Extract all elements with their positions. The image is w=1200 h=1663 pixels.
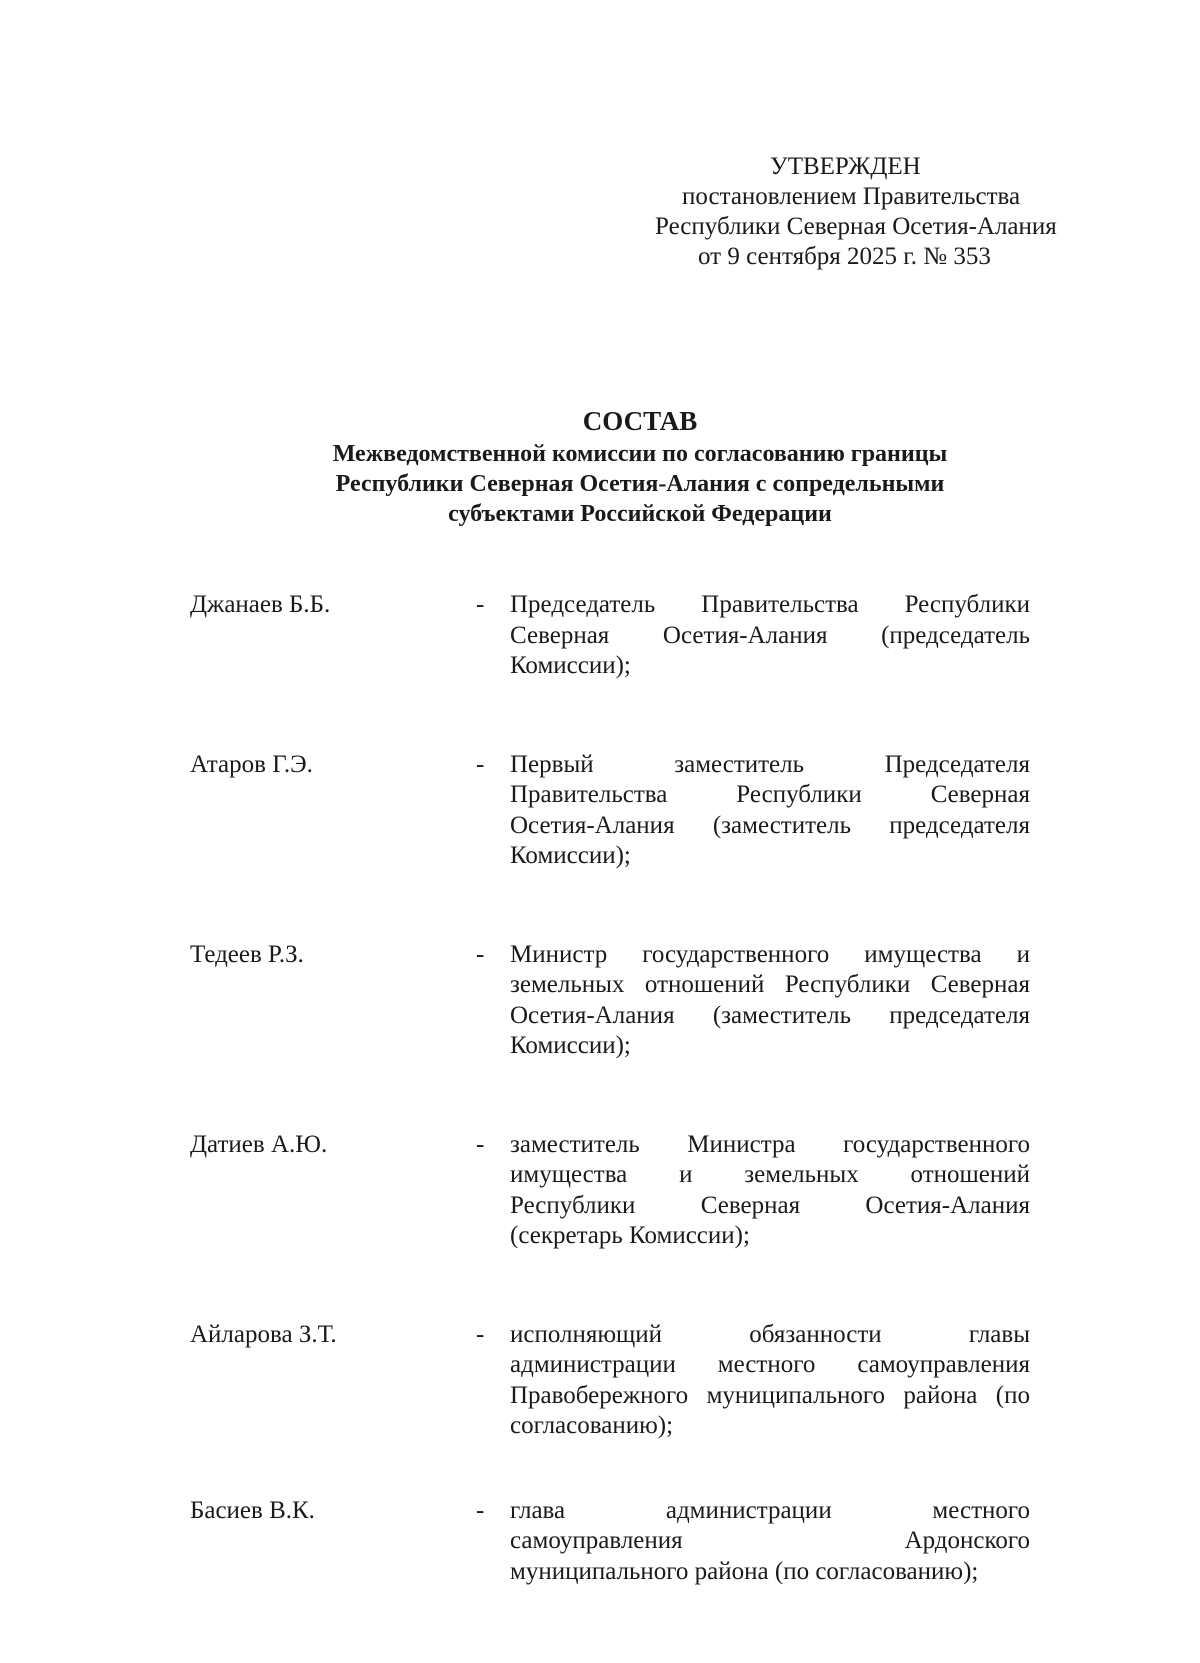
document-heading — [200, 405, 1080, 529]
member-description — [510, 750, 1030, 872]
description-line: Северная Осетия-Алания (председатель — [510, 621, 1030, 649]
member-dash: - — [476, 1320, 485, 1348]
description-line: Комиссии); — [510, 1032, 631, 1059]
description-line: Комиссии); — [510, 652, 631, 679]
description-line: муниципального района (по согласованию); — [510, 1557, 979, 1585]
description-line: Республики Северная Осетия-Алания — [510, 1191, 1030, 1219]
member-description — [510, 1496, 1030, 1588]
approval-line-date: от 9 сентября 2025 г. № 353 — [698, 243, 991, 270]
description-line: администрации местного самоуправления — [510, 1351, 1030, 1378]
member-name: Айларова З.Т. — [190, 1320, 337, 1348]
member-name: Атаров Г.Э. — [190, 750, 313, 778]
subtitle-line: Межведомственной комиссии по согласованию границы — [332, 441, 948, 467]
member-name: Джанаев Б.Б. — [190, 591, 331, 618]
approval-line-decree: постановлением Правительства — [682, 183, 1021, 210]
description-line: земельных отношений Республики Северная — [510, 971, 1030, 998]
member-name: Басиев В.К. — [190, 1496, 315, 1524]
member-description — [510, 940, 1030, 1062]
member-entry — [190, 1320, 1090, 1442]
approval-line-republic: Республики Северная Осетия-Алания — [655, 213, 1057, 240]
description-line: Осетия-Алания (заместитель председателя — [510, 811, 1030, 839]
description-line: Председатель Правительства Республики — [510, 591, 1030, 618]
description-line: исполняющий обязанности главы — [510, 1320, 1030, 1348]
member-entry — [190, 940, 1090, 1062]
description-line: Правобережного муниципального района (по — [510, 1381, 1030, 1409]
member-description — [510, 590, 1030, 682]
description-line: согласованию); — [510, 1412, 674, 1439]
description-line: глава администрации местного — [510, 1496, 1030, 1524]
member-dash: - — [476, 1130, 485, 1158]
description-line: имущества и земельных отношений — [510, 1161, 1030, 1188]
member-dash: - — [476, 1496, 485, 1524]
description-line: Министр государственного имущества и — [510, 940, 1030, 968]
member-entry — [190, 590, 1090, 682]
document-subtitle — [200, 439, 1080, 529]
approval-title: УТВЕРЖДЕН — [770, 153, 921, 180]
member-description — [510, 1320, 1030, 1442]
member-description — [510, 1130, 1030, 1252]
description-line: Осетия-Алания (заместитель председателя — [510, 1001, 1030, 1029]
document-title: СОСТАВ — [582, 406, 698, 436]
description-line: Комиссии); — [510, 842, 631, 869]
description-line: самоуправления Ардонского — [510, 1527, 1030, 1554]
subtitle-line: Республики Северная Осетия-Алания с сопредельными — [335, 471, 945, 497]
member-entry — [190, 1496, 1090, 1588]
member-dash: - — [476, 591, 485, 618]
members-list — [190, 590, 1090, 1641]
description-line: заместитель Министра государственного — [510, 1130, 1030, 1158]
member-name: Датиев А.Ю. — [190, 1130, 328, 1158]
subtitle-line: субъектами Российской Федерации — [448, 501, 832, 527]
member-dash: - — [476, 940, 485, 968]
approval-block — [640, 152, 1100, 272]
member-name: Тедеев Р.З. — [190, 940, 304, 968]
description-line: (секретарь Комиссии); — [510, 1222, 750, 1249]
member-entry — [190, 750, 1090, 872]
member-entry — [190, 1130, 1090, 1252]
description-line: Первый заместитель Председателя — [510, 750, 1030, 778]
description-line: Правительства Республики Северная — [510, 781, 1030, 808]
member-dash: - — [476, 750, 485, 778]
